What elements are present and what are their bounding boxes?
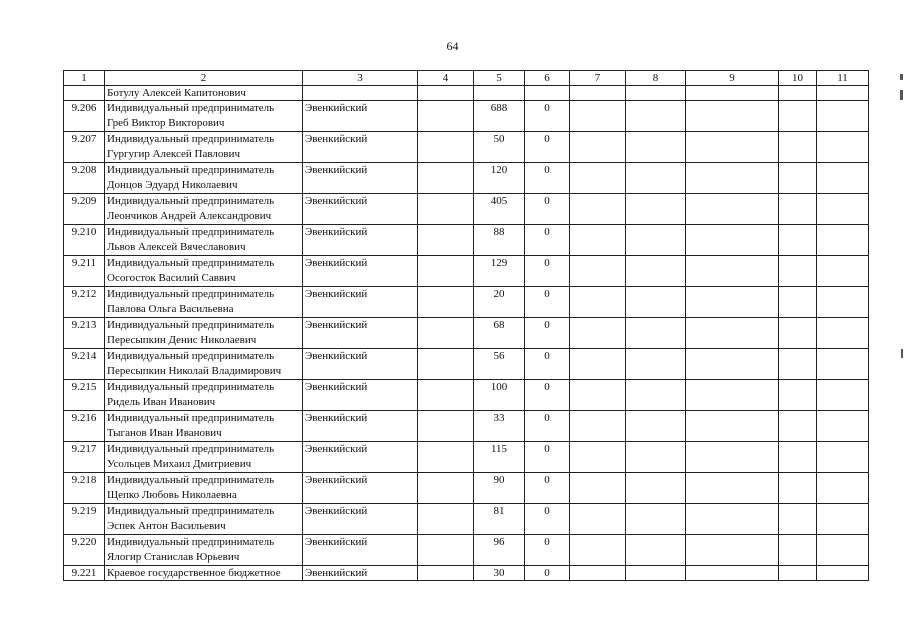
table-row bbox=[64, 225, 869, 256]
cell-col4 bbox=[418, 535, 474, 566]
cell-num: 9.213 bbox=[64, 318, 105, 349]
cell-col11 bbox=[817, 380, 869, 411]
cell-col10 bbox=[779, 318, 817, 349]
cell-col8 bbox=[626, 349, 686, 380]
cell-col9 bbox=[686, 535, 779, 566]
entity-type: Индивидуальный предприниматель bbox=[107, 412, 275, 424]
cell-col5: 33 bbox=[474, 411, 525, 442]
cell-col8 bbox=[626, 442, 686, 473]
cell-col11 bbox=[817, 163, 869, 194]
cell-col4 bbox=[418, 411, 474, 442]
cell-num: 9.217 bbox=[64, 442, 105, 473]
cell-name bbox=[105, 504, 303, 535]
table-row bbox=[64, 380, 869, 411]
cell-col10 bbox=[779, 287, 817, 318]
table-row bbox=[64, 535, 869, 566]
cell-col10 bbox=[779, 411, 817, 442]
cell-col7 bbox=[570, 163, 626, 194]
page-number: 64 bbox=[446, 39, 459, 53]
entity-type: Индивидуальный предприниматель bbox=[107, 164, 275, 176]
cell-col6: 0 bbox=[525, 287, 570, 318]
col-header-7: 7 bbox=[570, 71, 626, 86]
cell-col11 bbox=[817, 287, 869, 318]
cell-col6: 0 bbox=[525, 411, 570, 442]
cell-num: 9.215 bbox=[64, 380, 105, 411]
cell-col4 bbox=[418, 101, 474, 132]
cell-col7 bbox=[570, 411, 626, 442]
col-header-6: 6 bbox=[525, 71, 570, 86]
cell-col4 bbox=[418, 504, 474, 535]
cell-col3: Эвенкийский bbox=[303, 318, 418, 349]
cell-col9 bbox=[686, 442, 779, 473]
entity-type: Индивидуальный предприниматель bbox=[107, 350, 275, 362]
header-row bbox=[64, 71, 869, 86]
cell-col9 bbox=[686, 86, 779, 101]
cell-col4 bbox=[418, 318, 474, 349]
cell-col4 bbox=[418, 163, 474, 194]
cell-col7 bbox=[570, 287, 626, 318]
cell-col5: 20 bbox=[474, 287, 525, 318]
cell-col10 bbox=[779, 225, 817, 256]
cell-col7 bbox=[570, 380, 626, 411]
col-header-10: 10 bbox=[779, 71, 817, 86]
cell-col7 bbox=[570, 86, 626, 101]
col-header-4: 4 bbox=[418, 71, 474, 86]
cell-col11 bbox=[817, 256, 869, 287]
cell-col8 bbox=[626, 287, 686, 318]
cell-col5: 50 bbox=[474, 132, 525, 163]
cell-col9 bbox=[686, 194, 779, 225]
cell-col6 bbox=[525, 86, 570, 101]
entity-name: Щепко Любовь Николаевна bbox=[107, 489, 237, 501]
scan-mark bbox=[900, 90, 903, 100]
cell-col3: Эвенкийский bbox=[303, 535, 418, 566]
cell-col9 bbox=[686, 566, 779, 581]
entity-name: Ридель Иван Иванович bbox=[107, 396, 216, 408]
table-row bbox=[64, 163, 869, 194]
cell-col11 bbox=[817, 101, 869, 132]
col-header-11: 11 bbox=[817, 71, 869, 86]
cell-col4 bbox=[418, 287, 474, 318]
cell-col7 bbox=[570, 132, 626, 163]
cell-col3 bbox=[303, 86, 418, 101]
cell-col7 bbox=[570, 194, 626, 225]
cell-num: 9.212 bbox=[64, 287, 105, 318]
cell-col5: 129 bbox=[474, 256, 525, 287]
cell-col3: Эвенкийский bbox=[303, 101, 418, 132]
entity-name: Пересыпкин Николай Владимирович bbox=[107, 365, 282, 377]
cell-col7 bbox=[570, 256, 626, 287]
cell-num: 9.207 bbox=[64, 132, 105, 163]
entity-type: Индивидуальный предприниматель bbox=[107, 102, 275, 114]
table-row bbox=[64, 256, 869, 287]
cell-col6: 0 bbox=[525, 318, 570, 349]
cell-num bbox=[64, 86, 105, 101]
cell-col10 bbox=[779, 442, 817, 473]
cell-col3: Эвенкийский bbox=[303, 504, 418, 535]
cell-col11 bbox=[817, 442, 869, 473]
cell-col5: 405 bbox=[474, 194, 525, 225]
cell-col5: 96 bbox=[474, 535, 525, 566]
entity-type: Индивидуальный предприниматель bbox=[107, 319, 275, 331]
cell-num: 9.221 bbox=[64, 566, 105, 581]
cell-col10 bbox=[779, 473, 817, 504]
cell-col3: Эвенкийский bbox=[303, 287, 418, 318]
scan-mark bbox=[900, 74, 903, 80]
entity-name: Тыганов Иван Иванович bbox=[107, 427, 222, 439]
entity-type: Индивидуальный предприниматель bbox=[107, 257, 275, 269]
cell-col10 bbox=[779, 86, 817, 101]
cell-col8 bbox=[626, 86, 686, 101]
cell-col8 bbox=[626, 473, 686, 504]
cell-col11 bbox=[817, 411, 869, 442]
cell-name bbox=[105, 380, 303, 411]
cell-col7 bbox=[570, 318, 626, 349]
cell-col6: 0 bbox=[525, 473, 570, 504]
cell-col8 bbox=[626, 256, 686, 287]
cell-col8 bbox=[626, 411, 686, 442]
scan-mark bbox=[901, 349, 903, 358]
cell-col3: Эвенкийский bbox=[303, 473, 418, 504]
cell-col4 bbox=[418, 194, 474, 225]
cell-col5: 88 bbox=[474, 225, 525, 256]
cell-col7 bbox=[570, 535, 626, 566]
cell-col4 bbox=[418, 473, 474, 504]
cell-col3: Эвенкийский bbox=[303, 194, 418, 225]
cell-col4 bbox=[418, 380, 474, 411]
cell-col5: 90 bbox=[474, 473, 525, 504]
col-header-8: 8 bbox=[626, 71, 686, 86]
cell-col11 bbox=[817, 225, 869, 256]
entity-name: Ялогир Станислав Юрьевич bbox=[107, 551, 240, 563]
cell-col11 bbox=[817, 566, 869, 581]
entity-type: Индивидуальный предприниматель bbox=[107, 381, 275, 393]
table-row bbox=[64, 194, 869, 225]
col-header-5: 5 bbox=[474, 71, 525, 86]
cell-name bbox=[105, 132, 303, 163]
entity-name: Греб Виктор Викторович bbox=[107, 117, 225, 129]
table-row bbox=[64, 566, 869, 581]
cell-num: 9.210 bbox=[64, 225, 105, 256]
cell-col4 bbox=[418, 256, 474, 287]
cell-col11 bbox=[817, 86, 869, 101]
continuation-row bbox=[64, 86, 869, 101]
cell-name bbox=[105, 256, 303, 287]
cell-col3: Эвенкийский bbox=[303, 132, 418, 163]
cell-col5: 688 bbox=[474, 101, 525, 132]
cell-col9 bbox=[686, 163, 779, 194]
entity-name: Донцов Эдуард Николаевич bbox=[107, 179, 238, 191]
cell-col3: Эвенкийский bbox=[303, 225, 418, 256]
cell-col5: 68 bbox=[474, 318, 525, 349]
table-row bbox=[64, 411, 869, 442]
cell-col8 bbox=[626, 566, 686, 581]
cell-col10 bbox=[779, 194, 817, 225]
cell-col11 bbox=[817, 194, 869, 225]
cell-col8 bbox=[626, 504, 686, 535]
cell-name bbox=[105, 194, 303, 225]
entity-type: Индивидуальный предприниматель bbox=[107, 133, 275, 145]
entity-name: Леончиков Андрей Александрович bbox=[107, 210, 272, 222]
entity-name: Павлова Ольга Васильевна bbox=[107, 303, 234, 315]
cell-col9 bbox=[686, 318, 779, 349]
col-header-3: 3 bbox=[303, 71, 418, 86]
cell-num: 9.216 bbox=[64, 411, 105, 442]
cell-num: 9.214 bbox=[64, 349, 105, 380]
cell-name: Краевое государственное бюджетное bbox=[105, 566, 303, 581]
cell-col10 bbox=[779, 132, 817, 163]
entity-name: Осогосток Василий Саввич bbox=[107, 272, 236, 284]
cell-col8 bbox=[626, 101, 686, 132]
cell-num: 9.220 bbox=[64, 535, 105, 566]
entity-type: Индивидуальный предприниматель bbox=[107, 288, 275, 300]
cell-col3: Эвенкийский bbox=[303, 566, 418, 581]
entity-name: Пересыпкин Денис Николаевич bbox=[107, 334, 257, 346]
cell-col3: Эвенкийский bbox=[303, 380, 418, 411]
cell-col9 bbox=[686, 287, 779, 318]
cell-name bbox=[105, 287, 303, 318]
entity-type: Индивидуальный предприниматель bbox=[107, 536, 275, 548]
cell-col5: 81 bbox=[474, 504, 525, 535]
cell-name bbox=[105, 411, 303, 442]
cell-col6: 0 bbox=[525, 256, 570, 287]
cell-col9 bbox=[686, 504, 779, 535]
cell-col7 bbox=[570, 442, 626, 473]
cell-col4 bbox=[418, 349, 474, 380]
cell-col4 bbox=[418, 442, 474, 473]
cell-col6: 0 bbox=[525, 442, 570, 473]
cell-col6: 0 bbox=[525, 349, 570, 380]
entity-type: Индивидуальный предприниматель bbox=[107, 195, 275, 207]
cell-col7 bbox=[570, 504, 626, 535]
cell-col6: 0 bbox=[525, 132, 570, 163]
cell-name bbox=[105, 225, 303, 256]
cell-col6: 0 bbox=[525, 535, 570, 566]
data-table bbox=[63, 70, 869, 581]
cell-col10 bbox=[779, 504, 817, 535]
table-row bbox=[64, 287, 869, 318]
entity-name: Усольцев Михаил Дмитриевич bbox=[107, 458, 252, 470]
cell-col3: Эвенкийский bbox=[303, 411, 418, 442]
entity-name: Гургугир Алексей Павлович bbox=[107, 148, 240, 160]
cell-col10 bbox=[779, 256, 817, 287]
cell-col11 bbox=[817, 504, 869, 535]
cell-col5: 30 bbox=[474, 566, 525, 581]
cell-col8 bbox=[626, 194, 686, 225]
col-header-9: 9 bbox=[686, 71, 779, 86]
cell-col3: Эвенкийский bbox=[303, 442, 418, 473]
cell-col3: Эвенкийский bbox=[303, 349, 418, 380]
cell-col9 bbox=[686, 256, 779, 287]
col-header-1: 1 bbox=[64, 71, 105, 86]
cell-num: 9.208 bbox=[64, 163, 105, 194]
col-header-2: 2 bbox=[105, 71, 303, 86]
cell-num: 9.218 bbox=[64, 473, 105, 504]
entity-type: Индивидуальный предприниматель bbox=[107, 505, 275, 517]
cell-col9 bbox=[686, 225, 779, 256]
entity-type: Индивидуальный предприниматель bbox=[107, 474, 275, 486]
table-row bbox=[64, 473, 869, 504]
table-row bbox=[64, 318, 869, 349]
cell-col4 bbox=[418, 225, 474, 256]
cell-name bbox=[105, 318, 303, 349]
cell-col6: 0 bbox=[525, 225, 570, 256]
cell-name bbox=[105, 535, 303, 566]
cell-col11 bbox=[817, 535, 869, 566]
cell-name bbox=[105, 349, 303, 380]
cell-col5: 100 bbox=[474, 380, 525, 411]
cell-col9 bbox=[686, 132, 779, 163]
cell-col8 bbox=[626, 380, 686, 411]
cell-col8 bbox=[626, 225, 686, 256]
cell-name bbox=[105, 163, 303, 194]
cell-col11 bbox=[817, 132, 869, 163]
cell-col10 bbox=[779, 163, 817, 194]
cell-col5: 56 bbox=[474, 349, 525, 380]
table-row bbox=[64, 132, 869, 163]
cell-col8 bbox=[626, 163, 686, 194]
cell-col4 bbox=[418, 132, 474, 163]
cell-col7 bbox=[570, 349, 626, 380]
cell-col9 bbox=[686, 473, 779, 504]
table-row bbox=[64, 442, 869, 473]
cell-num: 9.211 bbox=[64, 256, 105, 287]
entity-name: Эспек Антон Васильевич bbox=[107, 520, 226, 532]
cell-col10 bbox=[779, 380, 817, 411]
cell-col11 bbox=[817, 318, 869, 349]
cell-num: 9.206 bbox=[64, 101, 105, 132]
cell-num: 9.219 bbox=[64, 504, 105, 535]
cell-name bbox=[105, 442, 303, 473]
cell-col6: 0 bbox=[525, 504, 570, 535]
cell-col5: 120 bbox=[474, 163, 525, 194]
cell-col10 bbox=[779, 349, 817, 380]
cell-col11 bbox=[817, 349, 869, 380]
cell-col6: 0 bbox=[525, 380, 570, 411]
cell-col10 bbox=[779, 535, 817, 566]
cell-col6: 0 bbox=[525, 566, 570, 581]
cell-col8 bbox=[626, 535, 686, 566]
cell-col5 bbox=[474, 86, 525, 101]
table-row bbox=[64, 504, 869, 535]
entity-type: Индивидуальный предприниматель bbox=[107, 443, 275, 455]
table-row bbox=[64, 101, 869, 132]
cell-col10 bbox=[779, 566, 817, 581]
cell-col6: 0 bbox=[525, 101, 570, 132]
cell-col9 bbox=[686, 101, 779, 132]
cell-col3: Эвенкийский bbox=[303, 163, 418, 194]
cell-name bbox=[105, 473, 303, 504]
cell-col7 bbox=[570, 473, 626, 504]
cell-col7 bbox=[570, 101, 626, 132]
cell-col3: Эвенкийский bbox=[303, 256, 418, 287]
cell-col9 bbox=[686, 349, 779, 380]
cell-col5: 115 bbox=[474, 442, 525, 473]
cell-col8 bbox=[626, 318, 686, 349]
cell-col10 bbox=[779, 101, 817, 132]
table-row bbox=[64, 349, 869, 380]
entity-type: Индивидуальный предприниматель bbox=[107, 226, 275, 238]
cell-col9 bbox=[686, 380, 779, 411]
cell-col11 bbox=[817, 473, 869, 504]
cell-col7 bbox=[570, 566, 626, 581]
cell-col6: 0 bbox=[525, 194, 570, 225]
cell-name: Ботулу Алексей Капитонович bbox=[105, 86, 303, 101]
cell-col6: 0 bbox=[525, 163, 570, 194]
entity-name: Львов Алексей Вячеславович bbox=[107, 241, 246, 253]
cell-name bbox=[105, 101, 303, 132]
cell-col8 bbox=[626, 132, 686, 163]
cell-num: 9.209 bbox=[64, 194, 105, 225]
cell-col4 bbox=[418, 86, 474, 101]
cell-col4 bbox=[418, 566, 474, 581]
cell-col9 bbox=[686, 411, 779, 442]
cell-col7 bbox=[570, 225, 626, 256]
